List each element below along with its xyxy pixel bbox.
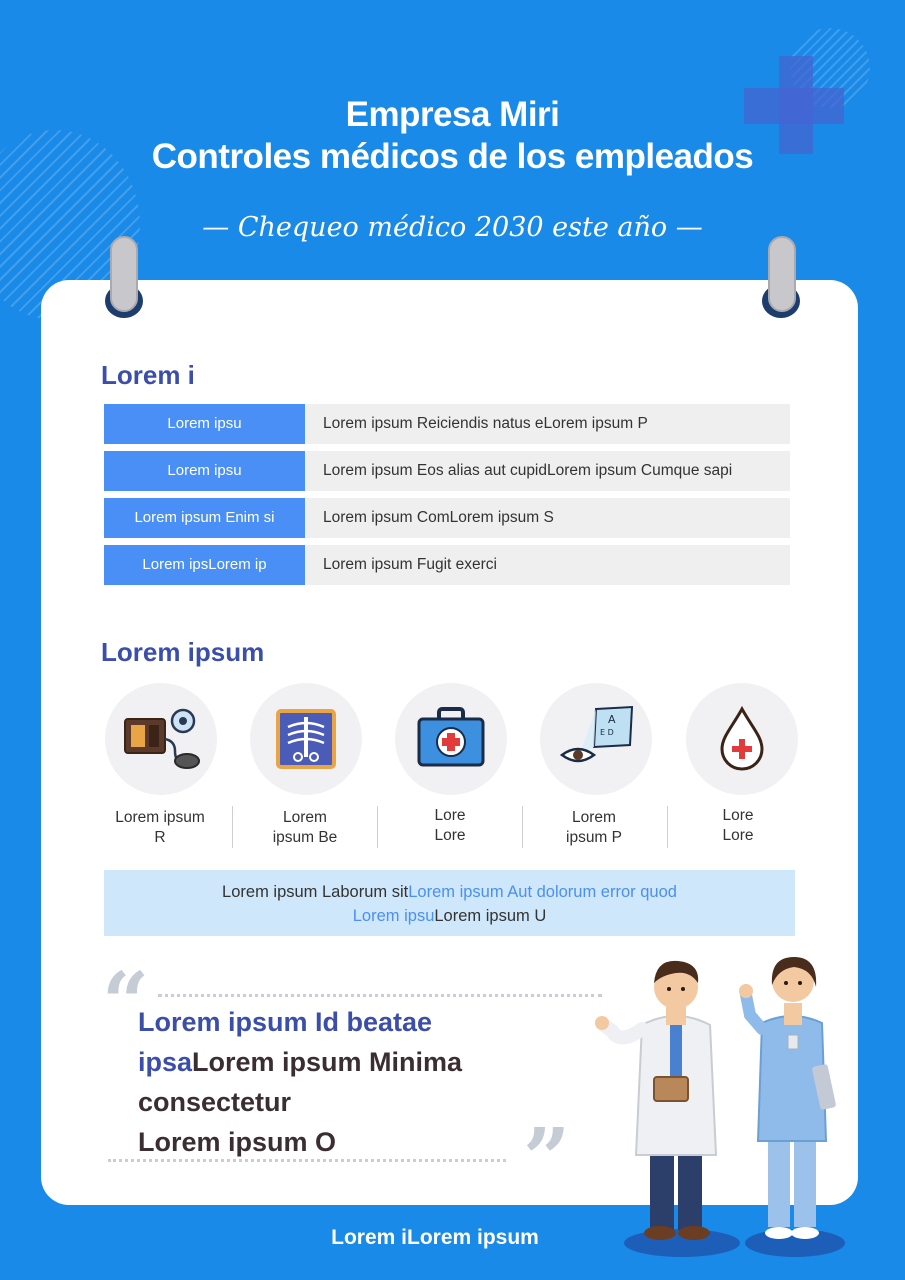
- first-aid-kit-icon: [395, 683, 507, 795]
- page-subtitle: — Chequeo médico 2030 este año —: [202, 212, 703, 243]
- title-line-1: Empresa Miri: [345, 95, 560, 134]
- quote-text: [138, 1002, 578, 1162]
- checkup-label: [380, 806, 520, 846]
- checkup-label-line: Lorem ipsum: [115, 809, 205, 826]
- quote-line: [138, 1042, 578, 1082]
- checkup-label-line: Lore: [434, 807, 466, 824]
- table-row-value: Lorem ipsum Reiciendis natus eLorem ipsum P: [305, 404, 790, 444]
- note-text: Lorem ipsum U: [434, 907, 547, 925]
- table-row-key: Lorem ipsum Enim si: [104, 498, 305, 538]
- svg-text:A: A: [608, 713, 616, 726]
- table-row-key: Lorem ipsu: [104, 404, 305, 444]
- checkup-label: [235, 808, 375, 848]
- quote-line: Lorem ipsum Id beatae: [138, 1007, 433, 1037]
- title-line-2: Controles médicos de los empleados: [151, 137, 754, 176]
- divider: [377, 806, 378, 848]
- divider: [522, 806, 523, 848]
- note-box: [104, 870, 795, 936]
- checkup-label-line: Lore: [722, 807, 754, 824]
- checkup-label-line: ipsum Be: [272, 829, 338, 846]
- open-quote-icon: “: [102, 955, 150, 1051]
- close-quote-icon: ”: [523, 1111, 571, 1207]
- checkup-label: [90, 808, 230, 848]
- blood-pressure-monitor-icon: [105, 683, 217, 795]
- divider: [232, 806, 233, 848]
- checkup-label-line: R: [154, 829, 166, 846]
- table-row-value: Lorem ipsum ComLorem ipsum S: [305, 498, 790, 538]
- note-highlight: Lorem ipsum Aut dolorum error quod: [408, 883, 677, 901]
- dotted-divider: [158, 994, 602, 997]
- section-heading-schedule: Lorem i: [101, 360, 195, 390]
- table-row: [104, 498, 790, 538]
- table-row: [104, 404, 790, 444]
- table-row-key: Lorem ipsu: [104, 451, 305, 491]
- table-row-value: Lorem ipsum Eos alias aut cupidLorem ipsum Cumque sapi: [305, 451, 790, 491]
- footer-text: Lorem iLorem ipsum: [331, 1226, 539, 1249]
- svg-text:E D: E D: [600, 728, 614, 737]
- table-row-value: Lorem ipsum Fugit exerci: [305, 545, 790, 585]
- page-title: [0, 94, 905, 178]
- section-heading-checkups: Lorem ipsum: [101, 637, 265, 667]
- checkup-label-line: Lore: [434, 827, 466, 844]
- table-row: [104, 545, 790, 585]
- dotted-divider: [108, 1159, 506, 1162]
- note-text: Lorem ipsum Laborum sit: [222, 883, 409, 901]
- checkup-label-line: Lore: [722, 827, 754, 844]
- checkup-label-line: Lorem: [283, 809, 327, 826]
- blood-drop-icon: [686, 683, 798, 795]
- note-highlight: Lorem ipsu: [352, 907, 435, 925]
- checkup-label: [668, 806, 808, 846]
- quote-rest: Lorem ipsum Minima: [192, 1047, 463, 1077]
- table-row-key: Lorem ipsLorem ip: [104, 545, 305, 585]
- eye-chart-icon: [540, 683, 652, 795]
- chest-xray-icon: [250, 683, 362, 795]
- quote-highlight: ipsa: [138, 1047, 193, 1077]
- checkup-label-line: Lorem: [572, 809, 616, 826]
- quote-line: consectetur: [138, 1087, 292, 1117]
- table-row: [104, 451, 790, 491]
- checkup-label-line: ipsum P: [566, 829, 622, 846]
- quote-line: Lorem ipsum O: [138, 1127, 337, 1157]
- binder-ring-left: [110, 236, 138, 312]
- binder-ring-right: [768, 236, 796, 312]
- checkup-label: [524, 808, 664, 848]
- doctor-and-nurse-illustration: [590, 945, 850, 1265]
